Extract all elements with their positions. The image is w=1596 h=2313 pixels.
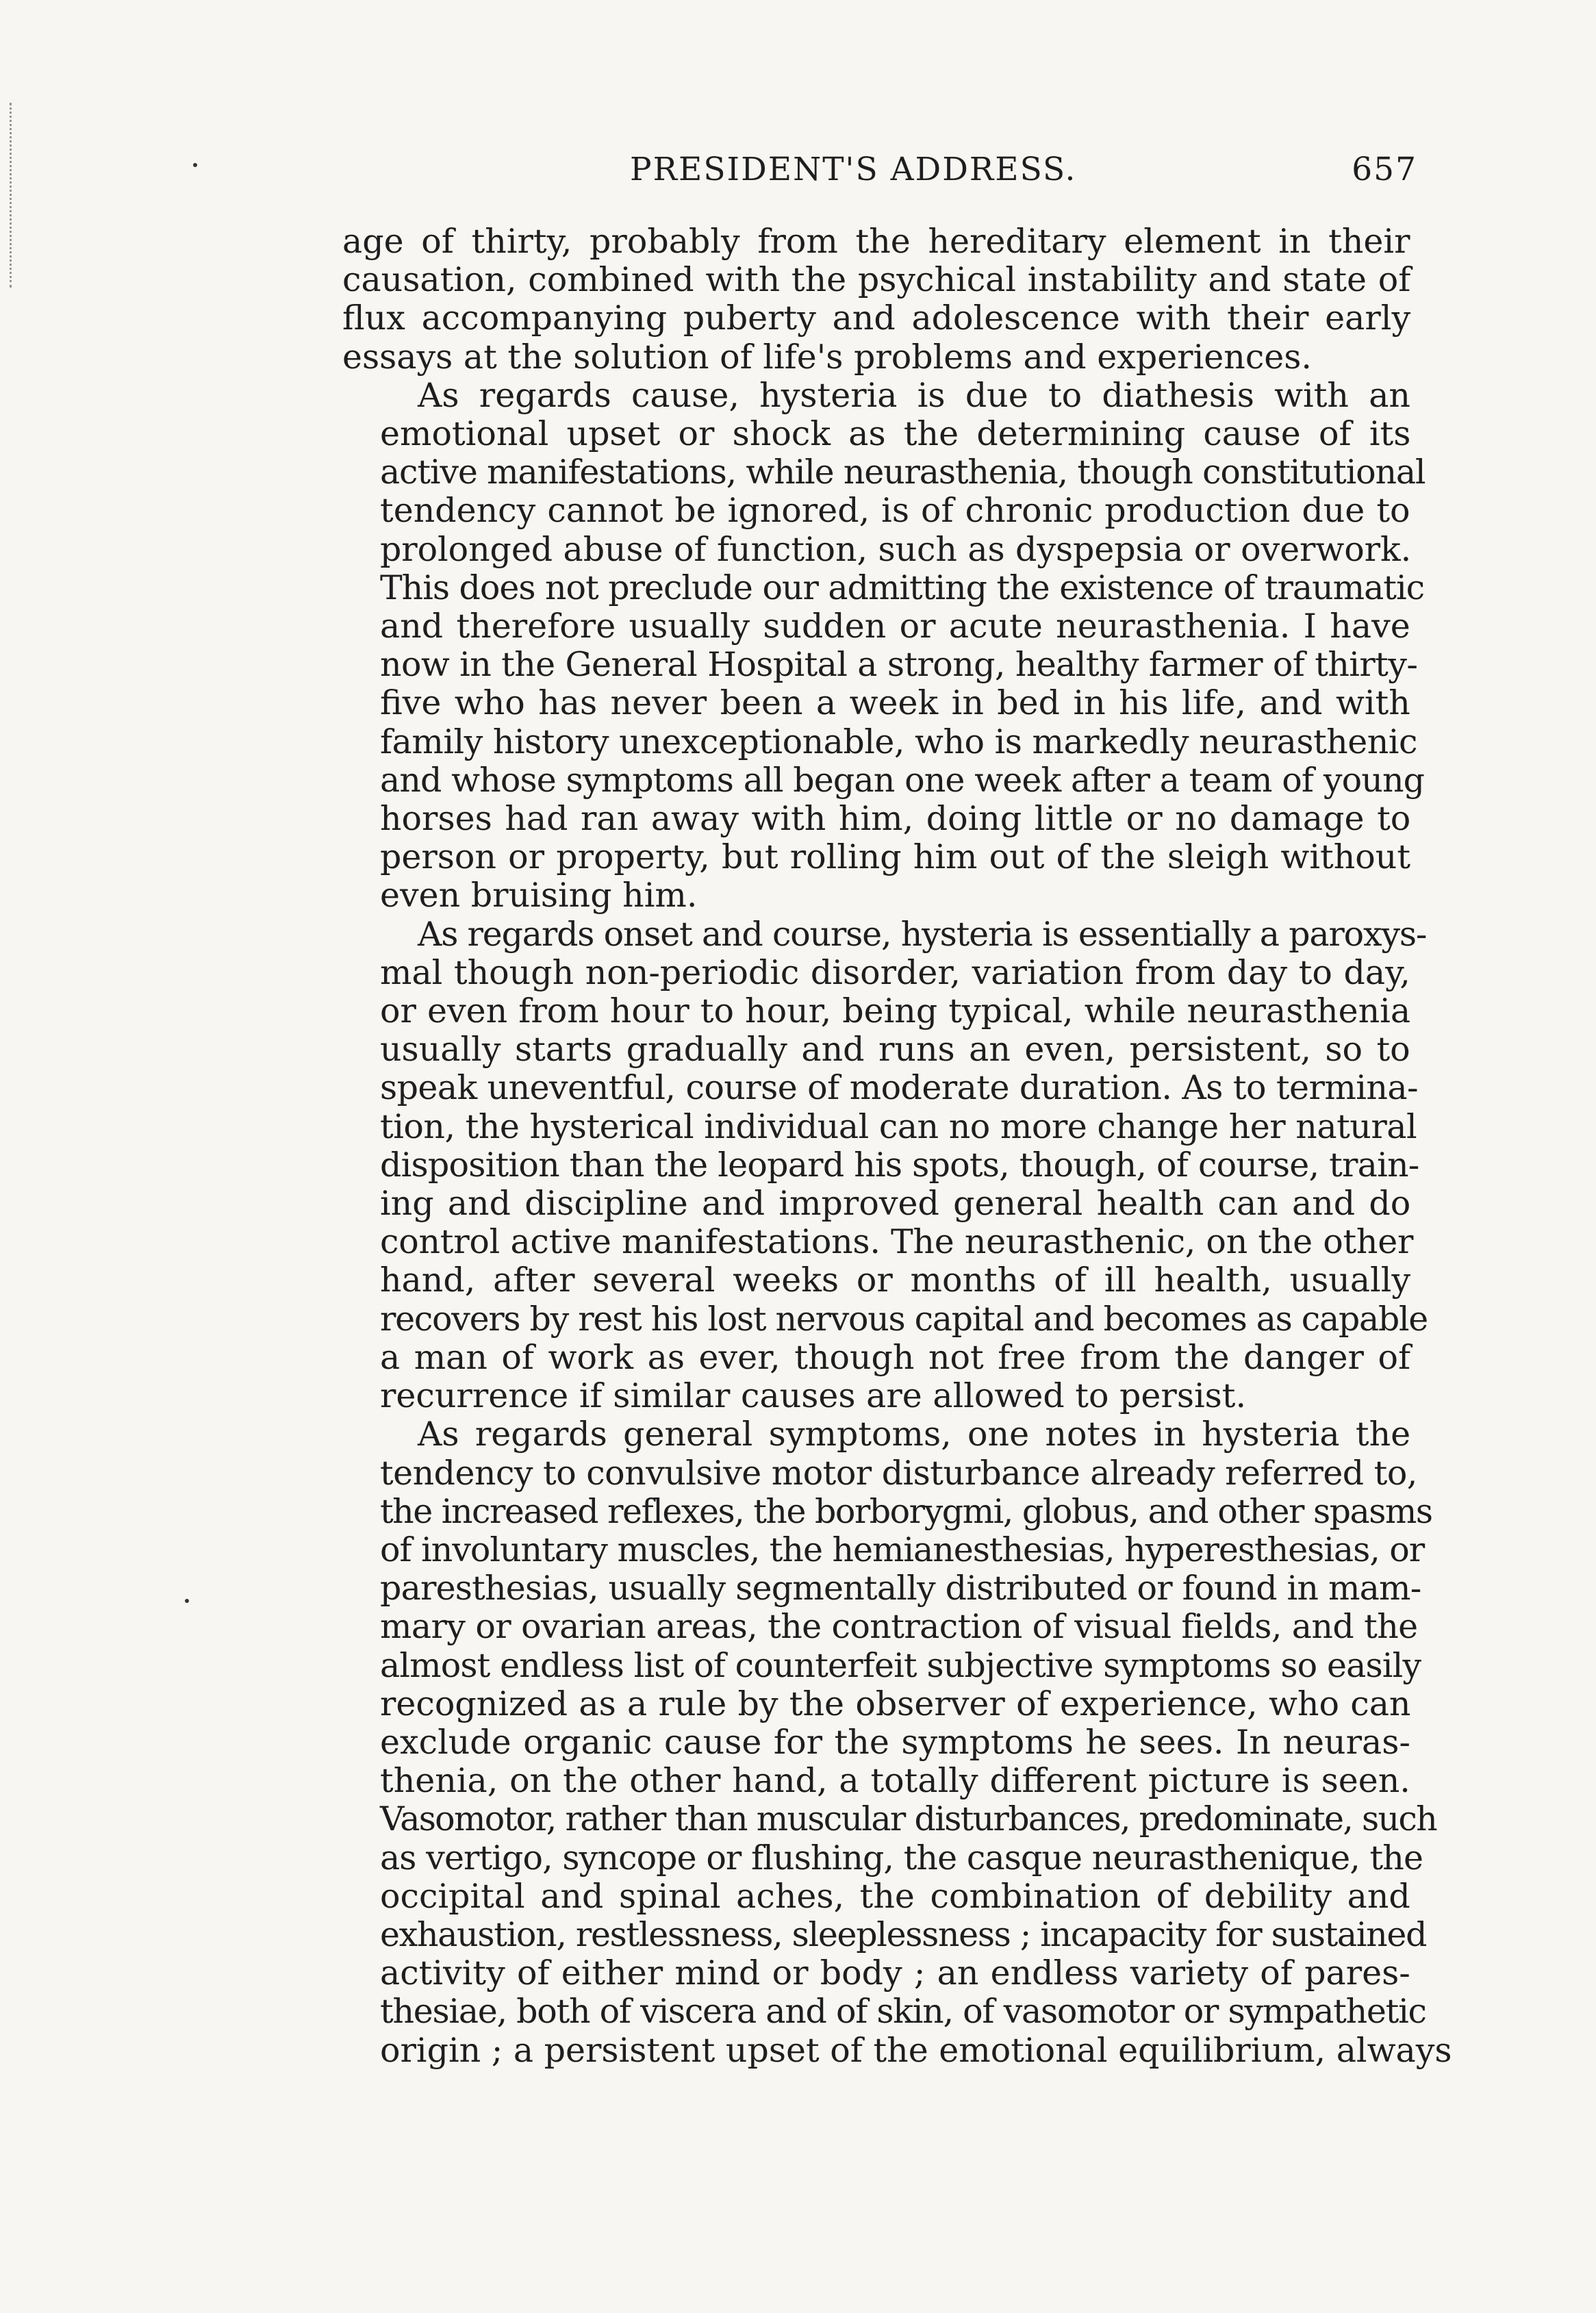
text-line: paresthesias, usually segmentally distributed or found in mam- [380,1569,1421,1608]
text-line: and therefore usually sudden or acute neurasthenia. I have [380,607,1410,646]
text-line: a man of work as ever, though not free from the danger of [380,1337,1411,1377]
text-line: origin ; a persistent upset of the emotional equilibrium, always [380,2030,1452,2070]
ink-speck [185,1599,189,1603]
text-line: thesiae, both of viscera and of skin, of vasomotor or sympathetic [380,1992,1426,2032]
paragraph [342,223,1410,377]
text-line: active manifestations, while neurasthenia, though constitutional [380,453,1426,492]
text-line: As regards cause, hysteria is due to diathesis with an [418,375,1410,415]
text-line: five who has never been a week in bed in his life, and with [380,683,1410,723]
text-line: tion, the hysterical individual can no more change her natural [380,1107,1417,1146]
paragraph [342,1415,1452,2070]
text-line: as vertigo, syncope or flushing, the casque neurasthenique, the [380,1838,1423,1878]
running-title: PRESIDENT'S ADDRESS. [630,151,1077,188]
text-line: ing and discipline and improved general health can and do [380,1184,1411,1224]
text-line: and whose symptoms all began one week after a team of young [380,760,1425,800]
text-line: As regards onset and course, hysteria is essentially a paroxys- [418,914,1427,954]
page-number: 657 [1352,151,1417,188]
text-line: almost endless list of counterfeit subjective symptoms so easily [380,1645,1421,1685]
text-line: emotional upset or shock as the determining cause of its [380,414,1411,454]
margin-scan-artifact [10,103,14,288]
text-line: usually starts gradually and runs an even, persistent, so to [380,1030,1410,1070]
text-line: causation, combined with the psychical instability and state of [342,260,1411,300]
text-line: prolonged abuse of function, such as dyspepsia or overwork. [380,529,1412,569]
text-line: exhaustion, restlessness, sleeplessness ; incapacity for sustained [380,1914,1427,1954]
text-line: now in the General Hospital a strong, healthy farmer of thirty- [380,645,1418,685]
body-text [342,222,1452,2070]
text-line: essays at the solution of life's problems and experiences. [342,337,1312,377]
text-line: thenia, on the other hand, a totally different picture is seen. [380,1761,1410,1801]
text-line: exclude organic cause for the symptoms he sees. In neuras- [380,1722,1410,1762]
text-line: mal though non-periodic disorder, variation from day to day, [380,952,1410,992]
text-line: family history unexceptionable, who is markedly neurasthenic [380,722,1417,761]
text-line: flux accompanying puberty and adolescence with their early [342,299,1411,338]
text-line: Vasomotor, rather than muscular disturbances, predominate, such [380,1799,1436,1839]
text-line: age of thirty, probably from the hereditary element in their [342,222,1410,261]
text-line: or even from hour to hour, being typical, while neurasthenia [380,991,1411,1031]
text-line: speak uneventful, course of moderate duration. As to termina- [380,1068,1419,1108]
text-line: tendency to convulsive motor disturbance already referred to, [380,1453,1417,1493]
paragraph [342,914,1428,1416]
text-line: of involuntary muscles, the hemianesthesias, hyperesthesias, or [380,1530,1425,1569]
text-line: disposition than the leopard his spots, though, of course, train- [380,1145,1419,1185]
text-line: recurrence if similar causes are allowed to persist. [380,1376,1247,1416]
text-line: As regards general symptoms, one notes in hysteria the [418,1415,1411,1454]
text-line: activity of either mind or body ; an endless variety of pares- [380,1954,1410,1993]
text-line: recovers by rest his lost nervous capital and becomes as capable [380,1299,1428,1339]
text-line: horses had ran away with him, doing little or no damage to [380,799,1411,839]
text-line: person or property, but rolling him out of the sleigh without [380,837,1411,877]
text-line: This does not preclude our admitting the existence of traumatic [380,568,1425,607]
text-line: tendency cannot be ignored, is of chronic production due to [380,491,1410,531]
text-line: the increased reflexes, the borborygmi, globus, and other spasms [380,1491,1432,1531]
text-line: hand, after several weeks or months of ill health, usually [380,1261,1411,1300]
text-line: control active manifestations. The neurasthenic, on the other [380,1222,1414,1262]
text-line: occipital and spinal aches, the combination of debility and [380,1876,1410,1916]
text-line: mary or ovarian areas, the contraction of visual fields, and the [380,1607,1418,1647]
ink-speck [193,163,197,167]
text-line: recognized as a rule by the observer of experience, who can [380,1684,1411,1723]
paragraph [342,375,1426,915]
text-line: even bruising him. [380,876,698,915]
